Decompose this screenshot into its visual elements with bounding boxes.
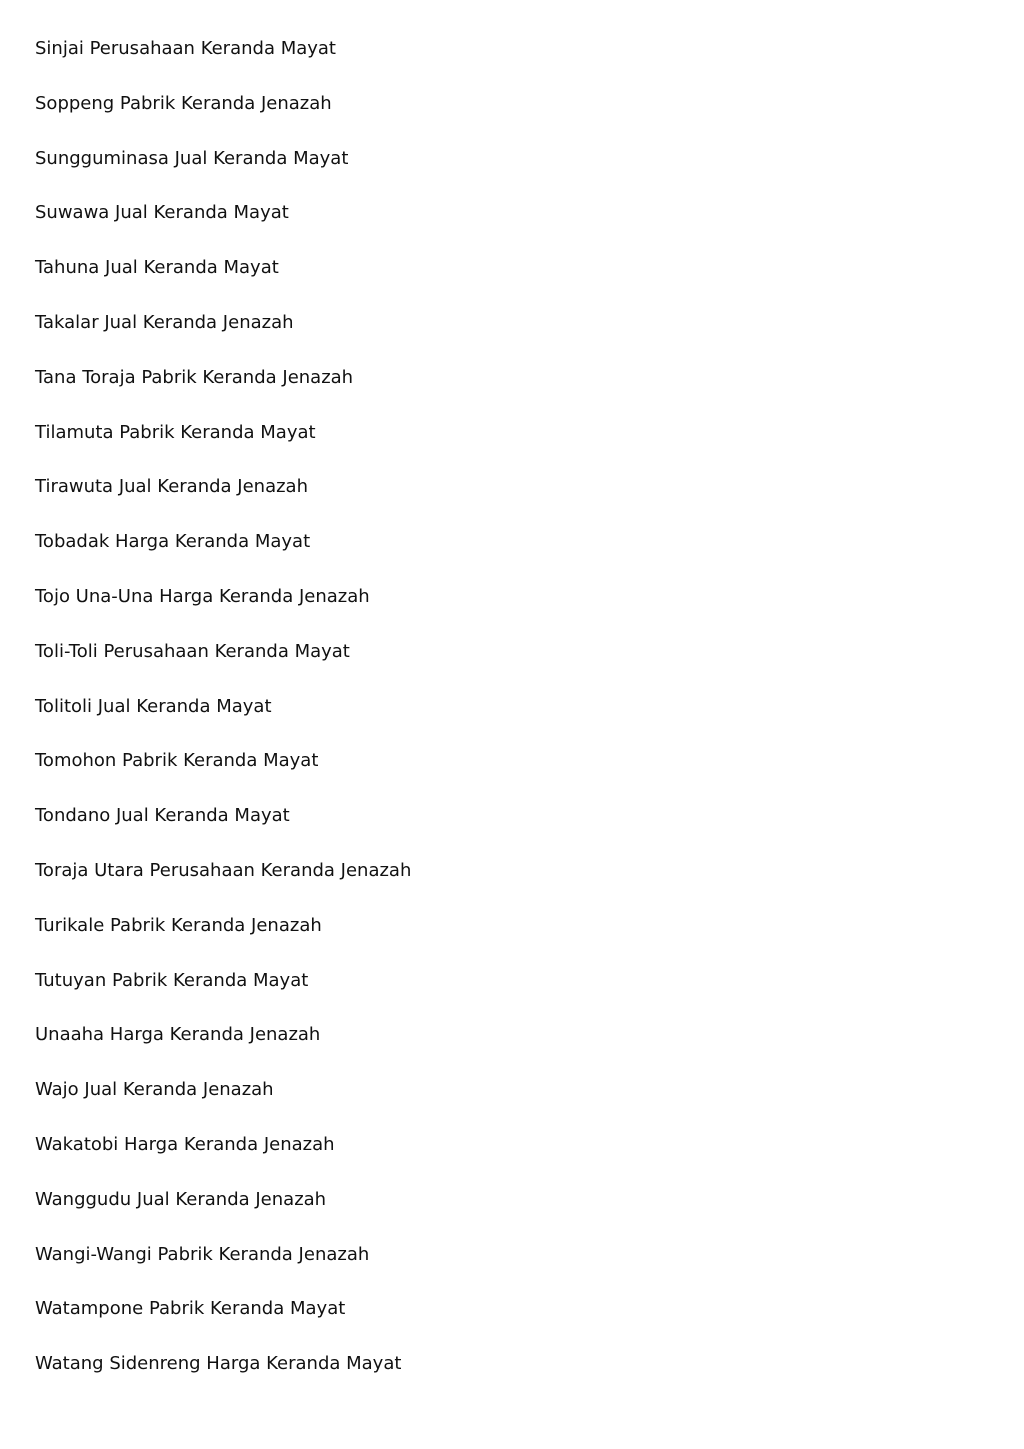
- text-line: Sungguminasa Jual Keranda Mayat: [35, 147, 349, 169]
- text-line: Tana Toraja Pabrik Keranda Jenazah: [35, 366, 354, 388]
- text-line: Turikale Pabrik Keranda Jenazah: [35, 914, 322, 936]
- text-line: Sinjai Perusahaan Keranda Mayat: [35, 38, 336, 59]
- text-line: Tutuyan Pabrik Keranda Mayat: [35, 969, 309, 991]
- text-line: Wakatobi Harga Keranda Jenazah: [35, 1133, 335, 1155]
- text-line: Wajo Jual Keranda Jenazah: [35, 1079, 274, 1101]
- text-line: Soppeng Pabrik Keranda Jenazah: [35, 92, 332, 114]
- text-line: Takalar Jual Keranda Jenazah: [35, 311, 294, 333]
- text-line: Watang Sidenreng Harga Keranda Mayat: [35, 1353, 402, 1375]
- text-line: Tobadak Harga Keranda Mayat: [35, 531, 311, 553]
- text-line: Unaaha Harga Keranda Jenazah: [35, 1024, 321, 1046]
- text-line: Wangi-Wangi Pabrik Keranda Jenazah: [35, 1243, 370, 1265]
- text-line: Tahuna Jual Keranda Mayat: [35, 257, 279, 279]
- text-line: Tolitoli Jual Keranda Mayat: [35, 695, 272, 717]
- text-line: Tondano Jual Keranda Mayat: [35, 805, 290, 827]
- text-line: Toli-Toli Perusahaan Keranda Mayat: [35, 640, 350, 662]
- text-line: Suwawa Jual Keranda Mayat: [35, 202, 289, 224]
- text-line: Tojo Una-Una Harga Keranda Jenazah: [35, 585, 370, 607]
- text-line: Wanggudu Jual Keranda Jenazah: [35, 1188, 327, 1210]
- text-line: Tilamuta Pabrik Keranda Mayat: [35, 421, 316, 443]
- text-line: Tirawuta Jual Keranda Jenazah: [35, 476, 308, 498]
- text-line: Watampone Pabrik Keranda Mayat: [35, 1298, 346, 1320]
- text-line: Toraja Utara Perusahaan Keranda Jenazah: [35, 859, 412, 881]
- text-line-list: [35, 37, 411, 1407]
- text-line: Tomohon Pabrik Keranda Mayat: [35, 750, 319, 772]
